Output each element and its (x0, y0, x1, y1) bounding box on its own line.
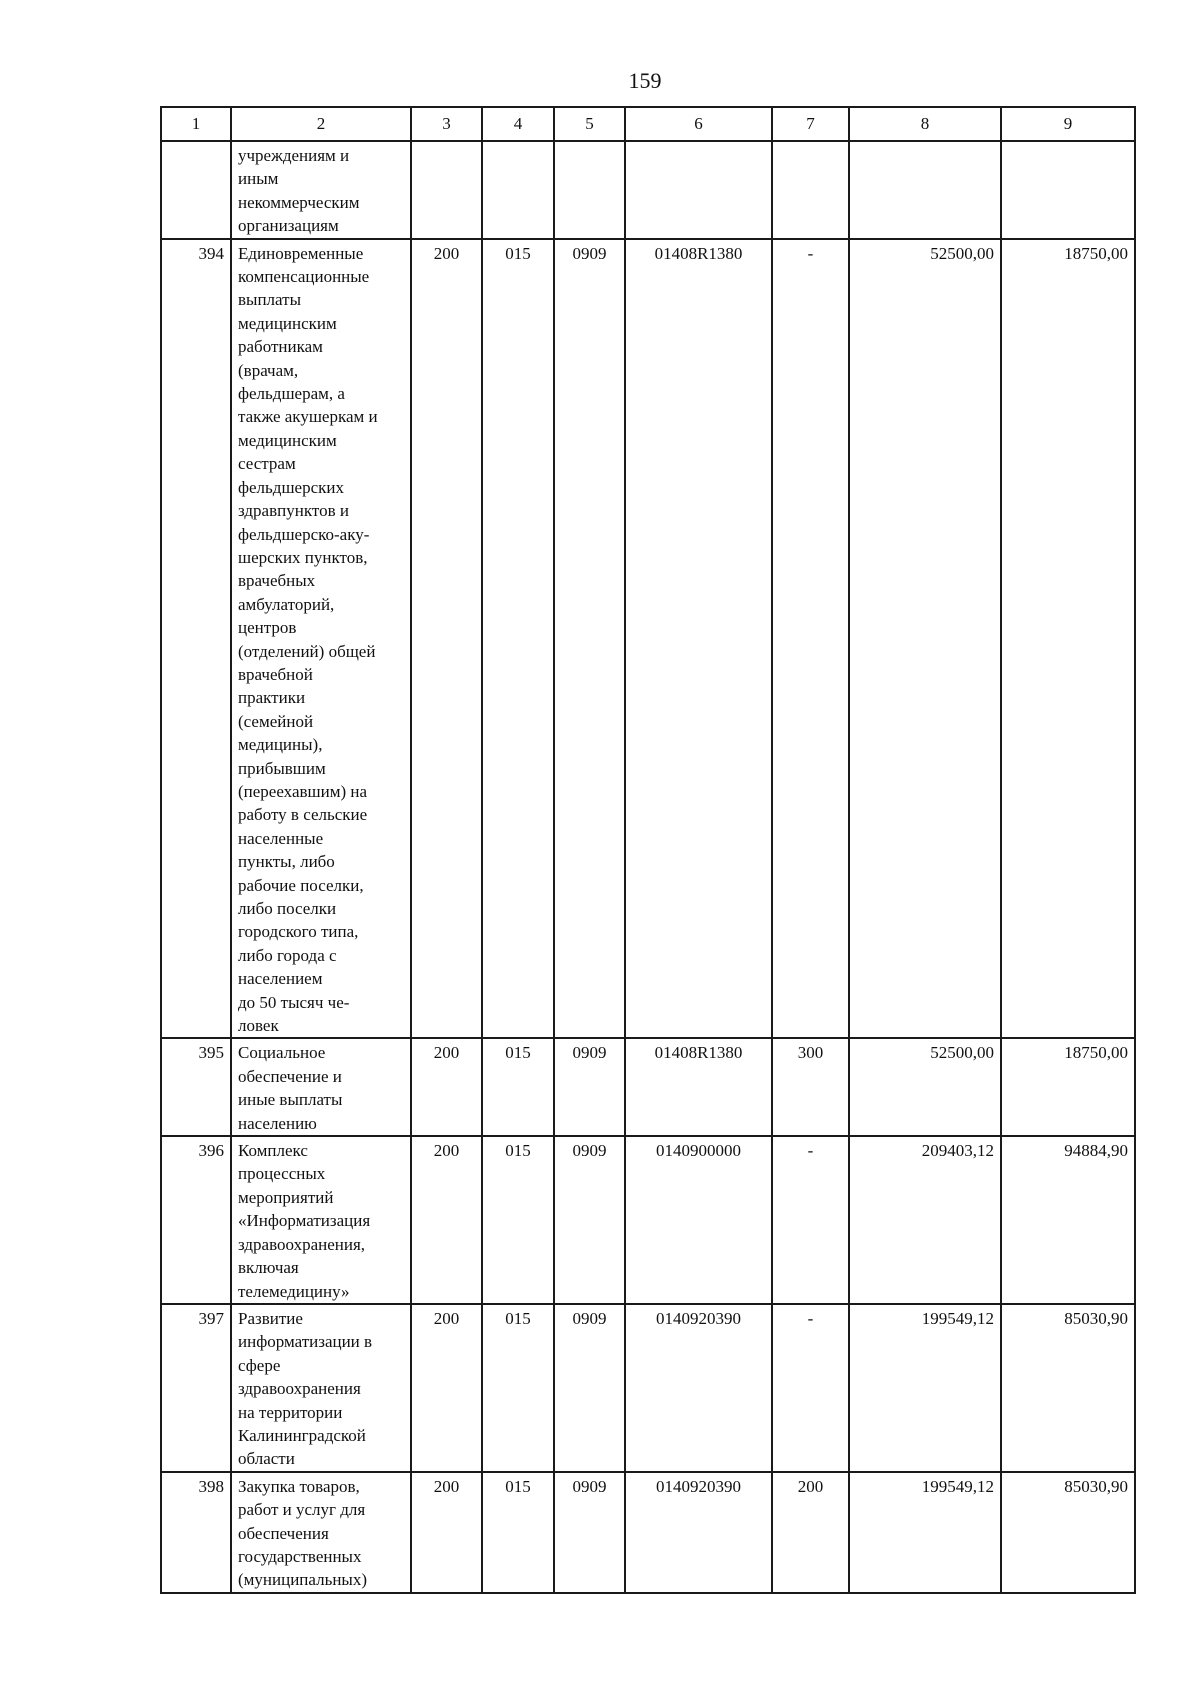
cell-col4 (482, 141, 554, 239)
cell-col7: - (772, 239, 849, 1039)
row-number: 397 (161, 1304, 231, 1472)
header-cell: 2 (231, 107, 411, 141)
cell-col3 (411, 141, 482, 239)
page-number: 159 (628, 68, 662, 93)
cell-col5 (554, 141, 625, 239)
cell-col8: 52500,00 (849, 1038, 1001, 1136)
cell-col6: 0140920390 (625, 1472, 772, 1593)
row-number: 394 (161, 239, 231, 1039)
row-name: Закупка товаров, работ и услуг для обеспечения государственных (муниципальных) (231, 1472, 411, 1593)
table-row (161, 1136, 1135, 1304)
cell-col9: 18750,00 (1001, 239, 1135, 1039)
table-row (161, 1472, 1135, 1593)
row-number: 395 (161, 1038, 231, 1136)
header-cell: 7 (772, 107, 849, 141)
cell-col7: - (772, 1136, 849, 1304)
row-name: учреждениям и иным некоммерческим организациям (231, 141, 411, 239)
cell-col9 (1001, 141, 1135, 239)
cell-col5: 0909 (554, 239, 625, 1039)
budget-table (160, 106, 1136, 1594)
cell-col4: 015 (482, 1136, 554, 1304)
cell-col6: 0140900000 (625, 1136, 772, 1304)
cell-col9: 85030,90 (1001, 1472, 1135, 1593)
cell-col7: 300 (772, 1038, 849, 1136)
cell-col9: 85030,90 (1001, 1304, 1135, 1472)
cell-col9: 94884,90 (1001, 1136, 1135, 1304)
cell-col9: 18750,00 (1001, 1038, 1135, 1136)
cell-col6: 01408R1380 (625, 239, 772, 1039)
cell-col8: 209403,12 (849, 1136, 1001, 1304)
cell-col7 (772, 141, 849, 239)
row-name: Социальное обеспечение и иные выплаты населению (231, 1038, 411, 1136)
cell-col8: 199549,12 (849, 1304, 1001, 1472)
cell-col3: 200 (411, 1472, 482, 1593)
table-row (161, 239, 1135, 1039)
cell-col8: 199549,12 (849, 1472, 1001, 1593)
header-cell: 8 (849, 107, 1001, 141)
cell-col3: 200 (411, 239, 482, 1039)
table-row (161, 1038, 1135, 1136)
row-name: Комплекс процессных мероприятий «Информатизация здравоохранения, включая телемедицину» (231, 1136, 411, 1304)
cell-col8: 52500,00 (849, 239, 1001, 1039)
header-cell: 3 (411, 107, 482, 141)
table-row (161, 1304, 1135, 1472)
cell-col5: 0909 (554, 1472, 625, 1593)
cell-col3: 200 (411, 1304, 482, 1472)
cell-col5: 0909 (554, 1136, 625, 1304)
cell-col4: 015 (482, 1304, 554, 1472)
cell-col5: 0909 (554, 1304, 625, 1472)
cell-col7: 200 (772, 1472, 849, 1593)
cell-col4: 015 (482, 1038, 554, 1136)
header-cell: 1 (161, 107, 231, 141)
header-cell: 5 (554, 107, 625, 141)
row-name: Единовременные компенсационные выплаты медицинским работникам (врачам, фельдшерам, а также акушеркам и медицинским сестрам фельдшерских здравпунктов и фельдшерско-аку- шерских пунктов, врачебных амбулаторий, центров (отделений) общей врачебной практики (семейной медицины), прибывшим (переехавшим) на работу в сельские населенные пункты, либо рабочие поселки, либо поселки городского типа, либо города с населением до 50 тысяч че- ловек (231, 239, 411, 1039)
cell-col7: - (772, 1304, 849, 1472)
header-cell: 9 (1001, 107, 1135, 141)
cell-col6 (625, 141, 772, 239)
header-cell: 6 (625, 107, 772, 141)
row-name: Развитие информатизации в сфере здравоохранения на территории Калининградской области (231, 1304, 411, 1472)
cell-col6: 01408R1380 (625, 1038, 772, 1136)
cell-col3: 200 (411, 1136, 482, 1304)
header-cell: 4 (482, 107, 554, 141)
cell-col8 (849, 141, 1001, 239)
table-row (161, 141, 1135, 239)
row-number: 398 (161, 1472, 231, 1593)
row-number (161, 141, 231, 239)
cell-col4: 015 (482, 239, 554, 1039)
cell-col5: 0909 (554, 1038, 625, 1136)
row-number: 396 (161, 1136, 231, 1304)
cell-col6: 0140920390 (625, 1304, 772, 1472)
header-row (161, 107, 1135, 141)
cell-col4: 015 (482, 1472, 554, 1593)
cell-col3: 200 (411, 1038, 482, 1136)
